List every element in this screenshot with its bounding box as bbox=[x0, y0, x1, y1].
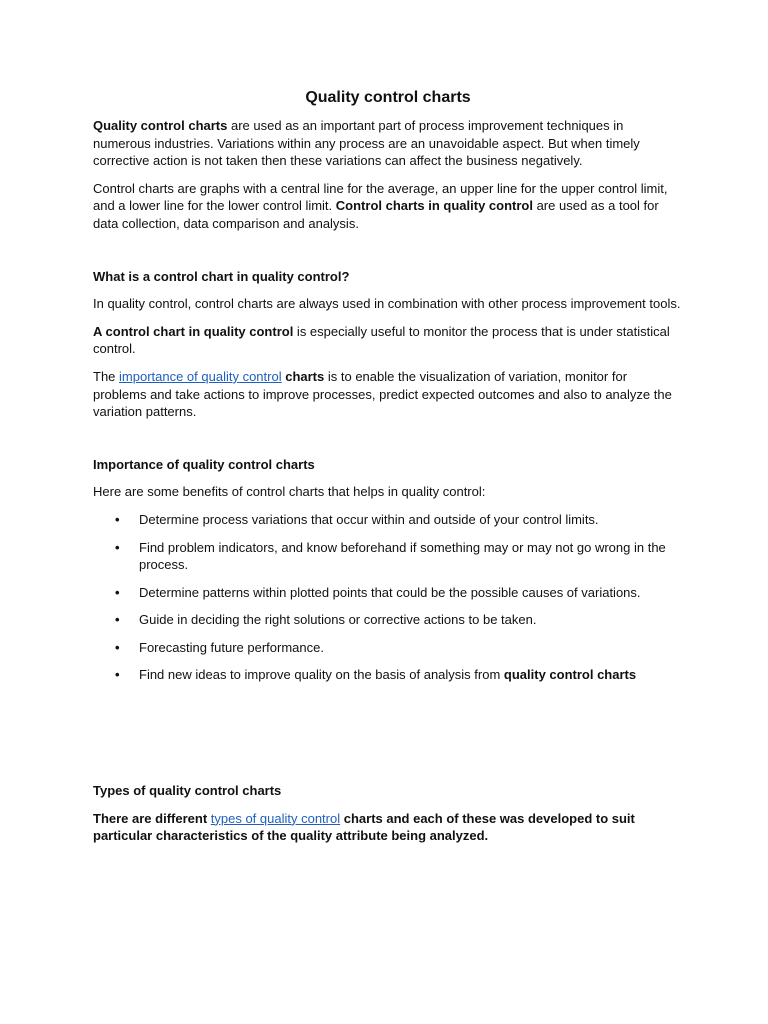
list-item bbox=[93, 666, 683, 684]
list-item bbox=[93, 511, 683, 529]
importance-of-quality-control-link[interactable]: importance of quality control bbox=[119, 368, 282, 384]
types-of-quality-control-link[interactable]: types of quality control bbox=[210, 810, 341, 826]
list-item bbox=[93, 584, 683, 602]
section3-bold-rest: charts and each of these was developed to suit particular characteristics of the quality attribute being analyzed. bbox=[93, 810, 635, 844]
intro-text-end: are used as a tool for data collection, data comparison and analysis. bbox=[93, 198, 659, 231]
intro-paragraph-1 bbox=[93, 117, 683, 170]
intro-paragraph-2 bbox=[93, 180, 683, 233]
list-item-text: Determine patterns within plotted points that could be the possible causes of variations. bbox=[139, 584, 641, 600]
benefits-list bbox=[93, 511, 683, 684]
bullet-icon: • bbox=[115, 539, 120, 555]
intro-text-start: Control charts are graphs with a central line for the average, an upper line for the upper control limit, and a lower line for the lower control limit. bbox=[93, 180, 668, 214]
bullet-icon: • bbox=[115, 584, 120, 600]
section1-bold-term: A control chart in quality control bbox=[93, 323, 294, 339]
list-item bbox=[93, 611, 683, 629]
section-heading-types: Types of quality control charts bbox=[93, 783, 282, 799]
section-heading-what-is: What is a control chart in quality control? bbox=[93, 268, 350, 284]
section3-bold-start: There are different bbox=[93, 810, 211, 826]
list-item-text: Forecasting future performance. bbox=[139, 639, 324, 655]
section1-paragraph-2 bbox=[93, 323, 683, 358]
intro-bold-term-2: Control charts in quality control bbox=[335, 198, 533, 214]
intro-text: are used as an important part of process improvement techniques in numerous industries. Variations within any process are an unavoidable aspect. But when timely corrective action is not taken then these variations can affect the business negatively. bbox=[93, 118, 640, 169]
list-item-text: Guide in deciding the right solutions or corrective actions to be taken. bbox=[139, 612, 537, 628]
section3-paragraph bbox=[93, 810, 683, 845]
section1-text-rest: is to enable the visualization of variation, monitor for problems and take actions to improve processes, predict expected outcomes and also to analyze the variation patterns. bbox=[93, 368, 672, 420]
list-item-text: Find new ideas to improve quality on the basis of analysis from bbox=[139, 667, 504, 683]
section1-text-start: The bbox=[93, 368, 120, 384]
bullet-icon: • bbox=[115, 639, 120, 655]
list-item bbox=[93, 639, 683, 657]
list-item-text: Determine process variations that occur within and outside of your control limits. bbox=[139, 511, 599, 527]
section2-intro: Here are some benefits of control charts that helps in quality control: bbox=[93, 484, 486, 500]
bullet-icon: • bbox=[115, 511, 120, 527]
list-item bbox=[93, 539, 683, 574]
section1-paragraph-3 bbox=[93, 368, 683, 421]
list-item-text: Find problem indicators, and know beforehand if something may or may not go wrong in the process. bbox=[139, 539, 666, 573]
section1-text: is especially useful to monitor the process that is under statistical control. bbox=[93, 323, 670, 357]
document-page bbox=[93, 88, 683, 855]
section1-bold-charts: charts bbox=[281, 368, 325, 384]
bullet-icon: • bbox=[115, 612, 120, 628]
intro-bold-term: Quality control charts bbox=[93, 118, 228, 133]
section-heading-importance: Importance of quality control charts bbox=[93, 456, 315, 472]
document-title: Quality control charts bbox=[305, 89, 471, 106]
bullet-icon: • bbox=[115, 667, 120, 683]
list-item-bold-term: quality control charts bbox=[503, 667, 637, 683]
section1-paragraph-1: In quality control, control charts are always used in combination with other process improvement tools. bbox=[93, 296, 681, 312]
